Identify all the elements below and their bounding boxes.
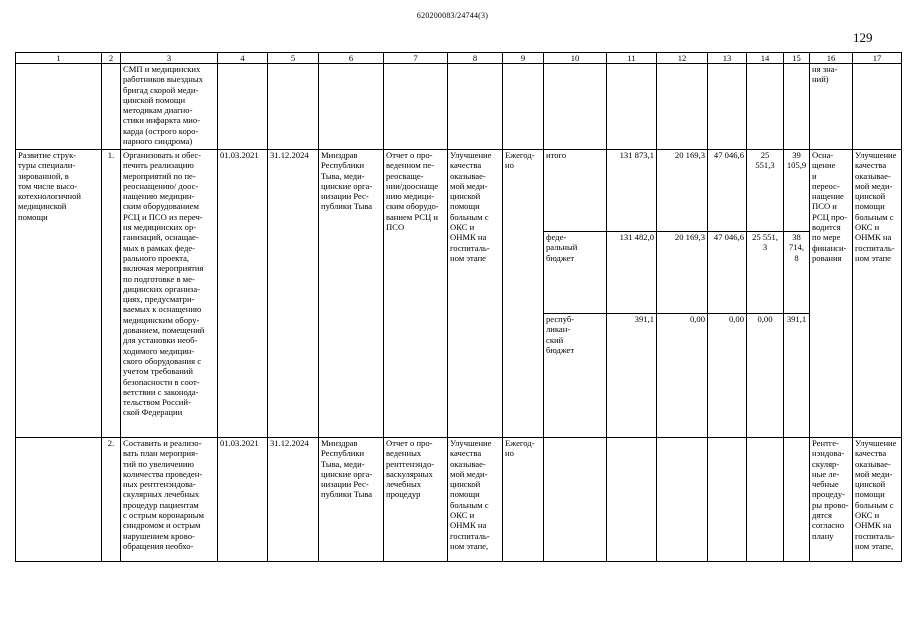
cell [657, 438, 708, 562]
plan-table [15, 52, 902, 562]
cell [16, 64, 102, 150]
funding-value: 391,1 [784, 314, 810, 438]
cell [747, 64, 784, 150]
cell [503, 64, 544, 150]
column-number: 14 [747, 53, 784, 64]
expected-result: Улучшение качества оказывае- мой меди- цинской помощи больным с ОКС и ОНМК на госпиталь- ном этапе [448, 150, 503, 438]
cell [319, 64, 384, 150]
report-form: Отчет о про- веденном пе- реосваще- нии/дооснаще нию медици- ским оборудо- ванием РСЦ и ПСО [384, 150, 448, 438]
note-text: ня зна- ний) [810, 64, 853, 150]
column-number-row [16, 53, 902, 64]
column-number: 6 [319, 53, 384, 64]
funding-value: 20 169,3 [657, 150, 708, 232]
cell [544, 64, 607, 150]
column-number: 16 [810, 53, 853, 64]
funding-value: 25 551, 3 [747, 232, 784, 314]
cell [708, 438, 747, 562]
column-number: 7 [384, 53, 448, 64]
cell [544, 438, 607, 562]
funding-value: 25 551,3 [747, 150, 784, 232]
column-number: 3 [121, 53, 218, 64]
table-row [16, 64, 902, 150]
cell [853, 64, 902, 150]
section-title: Развитие струк- туры специали- зированной, в том числе высо- котехнологичной медицинской помощи [16, 150, 102, 438]
funding-source: респуб- ликан- ский бюджет [544, 314, 607, 438]
outcome-text: Улучшение качества оказывае- мой меди- цинской помощи больным с ОКС и ОНМК на госпиталь- ном этапе [853, 150, 902, 438]
expected-result: Улучшение качества оказывае- мой меди- цинской помощи больным с ОКС и ОНМК на госпиталь- ном этапе, [448, 438, 503, 562]
cell [657, 64, 708, 150]
funding-source: итого [544, 150, 607, 232]
cell [784, 438, 810, 562]
outcome-text: Улучшение качества оказывае- мой меди- цинской помощи больным с ОКС и ОНМК на госпиталь- ном этапе, [853, 438, 902, 562]
cell [268, 64, 319, 150]
frequency: Ежегод- но [503, 150, 544, 438]
start-date: 01.03.2021 [218, 438, 268, 562]
column-number: 15 [784, 53, 810, 64]
funding-source: феде- ральный бюджет [544, 232, 607, 314]
column-number: 9 [503, 53, 544, 64]
funding-value: 39 105,9 [784, 150, 810, 232]
column-number: 11 [607, 53, 657, 64]
funding-value: 47 046,6 [708, 150, 747, 232]
cell [218, 64, 268, 150]
cell [607, 438, 657, 562]
column-number: 2 [102, 53, 121, 64]
funding-total: 391,1 [607, 314, 657, 438]
funding-value: 0,00 [747, 314, 784, 438]
column-number: 8 [448, 53, 503, 64]
funding-value: 0,00 [657, 314, 708, 438]
measure-text: СМП и медицинских работников выездных бригад скорой меди- цинской помощи методикам диагно- стики инфаркта мио- карда (острого коро- нарного синдрома) [121, 64, 218, 150]
funding-total: 131 873,1 [607, 150, 657, 232]
column-number: 4 [218, 53, 268, 64]
cell [747, 438, 784, 562]
column-number: 12 [657, 53, 708, 64]
cell [102, 64, 121, 150]
column-number: 10 [544, 53, 607, 64]
table-row [16, 150, 902, 232]
cell [384, 64, 448, 150]
document-id: 620200083/24744(3) [416, 11, 489, 20]
table-row [16, 438, 902, 562]
cell [607, 64, 657, 150]
responsible: Минздрав Республики Тыва, меди- цинские орга- низации Рес- публики Тыва [319, 438, 384, 562]
funding-value: 0,00 [708, 314, 747, 438]
column-number: 13 [708, 53, 747, 64]
note-text: Осна- щение и переос- нащение ПСО и РСЦ про- водится по мере финанси- рования [810, 150, 853, 438]
funding-total: 131 482,0 [607, 232, 657, 314]
report-form: Отчет о про- веденных рентгенэндо- васкулярных лечебных процедур [384, 438, 448, 562]
funding-value: 47 046,6 [708, 232, 747, 314]
measure-text: Составить и реализо- вать план мероприя- тий по увеличению количества проведен- ных рентгенэндова- скулярных лечебных процедур пациентам с острым коронарным синдромом и острым нарушением крово- обращения необхо- [121, 438, 218, 562]
frequency: Ежегод- но [503, 438, 544, 562]
page-number: 129 [853, 30, 873, 45]
column-number: 5 [268, 53, 319, 64]
end-date: 31.12.2024 [268, 438, 319, 562]
funding-value: 20 169,3 [657, 232, 708, 314]
responsible: Минздрав Республики Тыва, меди- цинские орга- низации Рес- публики Тыва [319, 150, 384, 438]
column-number: 17 [853, 53, 902, 64]
cell [708, 64, 747, 150]
funding-value: 38 714, 8 [784, 232, 810, 314]
cell [448, 64, 503, 150]
cell [16, 438, 102, 562]
measure-text: Организовать и обес- печить реализацию мероприятий по пе- реоснащению/ доос- нащению медицин- ским оборудованием РСЦ и ПСО из переч- ня медицинских ор- ганизаций, оснащае- мых в рамках феде- рального проекта, включая мероприятия по подготовке в ме- дицинских организа- циях, предусматри- ваемых к оснащению медицинским обору- дованием, помещений для установки необ- ходимого медицин- ского оборудования с учетом требований безопасности в соот- ветствии с законода- тельством Россий- ской Федерации [121, 150, 218, 438]
column-number: 1 [16, 53, 102, 64]
item-number: 1. [102, 150, 121, 438]
start-date: 01.03.2021 [218, 150, 268, 438]
item-number: 2. [102, 438, 121, 562]
end-date: 31.12.2024 [268, 150, 319, 438]
cell [784, 64, 810, 150]
note-text: Рентге- нэндова- скуляр- ные ле- чебные процеду- ры прово- дятся согласно плану [810, 438, 853, 562]
